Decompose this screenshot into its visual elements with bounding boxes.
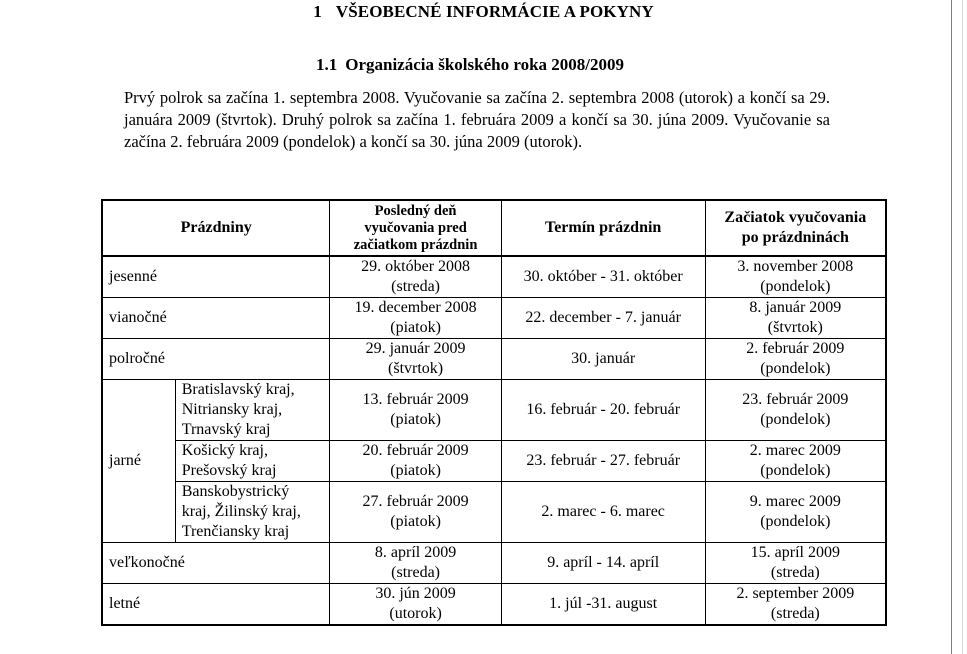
last-day-cell (330, 441, 501, 482)
table-row (102, 482, 886, 543)
start-weekday: (štvrtok) (767, 319, 823, 336)
table-row (102, 543, 886, 584)
region-cell (175, 380, 330, 441)
header-last-day-line: vyučovania pred (364, 219, 467, 236)
subsection-number: 1.1 (315, 55, 338, 74)
table-row (102, 441, 886, 482)
region-line: Trnavský kraj (181, 421, 271, 438)
start-cell (705, 584, 886, 626)
start-weekday: (streda) (770, 605, 820, 622)
region-line: Prešovský kraj (181, 462, 277, 479)
last-date: 29. január 2009 (365, 340, 466, 357)
last-date: 8. apríl 2009 (374, 544, 457, 561)
term-cell: 30. október - 31. október (501, 256, 705, 298)
region-line: Trenčiansky kraj (181, 523, 290, 540)
section-title: VŠEOBECNÉ INFORMÁCIE A POKYNY (335, 2, 654, 21)
term-cell: 1. júl -31. august (501, 584, 705, 626)
region-line: Bratislavský kraj, (181, 381, 295, 398)
start-cell (705, 543, 886, 584)
holiday-name: veľkonočné (102, 543, 330, 584)
scrollbar-track[interactable] (962, 0, 963, 654)
holiday-name: vianočné (102, 298, 330, 339)
last-date: 27. február 2009 (362, 493, 469, 510)
start-weekday: (pondelok) (760, 360, 831, 377)
start-cell (705, 482, 886, 543)
header-term: Termín prázdnin (501, 200, 705, 256)
last-day-cell (330, 543, 501, 584)
header-last-day (330, 200, 501, 256)
term-cell: 30. január (501, 339, 705, 380)
start-date: 3. november 2008 (737, 258, 854, 275)
header-start-line: Začiatok vyučovania (724, 209, 867, 226)
term-cell: 22. december - 7. január (501, 298, 705, 339)
vertical-scrollbar[interactable] (951, 0, 967, 654)
header-last-day-line: Posledný deň (374, 202, 457, 219)
subsection-heading (0, 55, 940, 75)
start-cell (705, 380, 886, 441)
last-weekday: (piatok) (390, 513, 441, 530)
last-weekday: (piatok) (390, 462, 441, 479)
start-date: 2. september 2009 (736, 585, 855, 602)
table-row (102, 256, 886, 298)
start-date: 23. február 2009 (742, 391, 849, 408)
start-weekday: (pondelok) (760, 462, 831, 479)
header-start (705, 200, 886, 256)
last-weekday: (utorok) (389, 605, 442, 622)
last-weekday: (streda) (391, 564, 440, 581)
intro-paragraph: Prvý polrok sa začína 1. septembra 2008. Vyučovanie sa začína 2. septembra 2008 (utorok) a končí sa 29. januára 2009 (štvrtok). Druhý polrok sa začína 1. februára 2009 a končí sa 30. júna 2009. Vyučovanie sa začína 2. februára 2009 (pondelok) a končí sa 30. júna 2009 (utorok). (124, 88, 830, 151)
start-cell (705, 298, 886, 339)
start-weekday: (pondelok) (760, 278, 831, 295)
region-cell (175, 482, 330, 543)
start-date: 15. apríl 2009 (750, 544, 840, 561)
last-date: 13. február 2009 (362, 391, 469, 408)
last-day-cell (330, 482, 501, 543)
last-weekday: (piatok) (390, 411, 441, 428)
last-weekday: (štvrtok) (388, 360, 444, 377)
holiday-name: jesenné (102, 256, 330, 298)
header-last-day-line: začiatkom prázdnin (353, 236, 478, 253)
start-cell (705, 441, 886, 482)
table-row (102, 584, 886, 626)
holiday-name: letné (102, 584, 330, 626)
last-date: 19. december 2008 (354, 299, 477, 316)
holiday-schedule-table (101, 199, 887, 626)
last-weekday: (piatok) (390, 319, 441, 336)
region-line: Banskobystrický (181, 483, 290, 500)
start-date: 2. marec 2009 (749, 442, 841, 459)
last-day-cell (330, 256, 501, 298)
term-cell: 9. apríl - 14. apríl (501, 543, 705, 584)
start-date: 2. február 2009 (746, 340, 845, 357)
last-day-cell (330, 339, 501, 380)
last-day-cell (330, 380, 501, 441)
start-date: 8. január 2009 (749, 299, 842, 316)
header-start-line: po prázdninách (741, 229, 849, 246)
term-cell: 23. február - 27. február (501, 441, 705, 482)
start-weekday: (pondelok) (760, 513, 831, 530)
region-line: Košický kraj, (181, 442, 268, 459)
term-cell: 16. február - 20. február (501, 380, 705, 441)
last-day-cell (330, 298, 501, 339)
region-cell (175, 441, 330, 482)
term-cell: 2. marec - 6. marec (501, 482, 705, 543)
table-row (102, 339, 886, 380)
region-line: Nitriansky kraj, (181, 401, 283, 418)
region-line: kraj, Žilinský kraj, (181, 503, 301, 520)
header-holidays: Prázdniny (102, 200, 330, 256)
subsection-title: Organizácia školského roka 2008/2009 (345, 55, 625, 74)
start-cell (705, 339, 886, 380)
last-date: 20. február 2009 (362, 442, 469, 459)
holiday-name: polročné (102, 339, 330, 380)
table-row (102, 298, 886, 339)
start-weekday: (pondelok) (760, 411, 831, 428)
last-date: 29. október 2008 (361, 258, 471, 275)
start-cell (705, 256, 886, 298)
start-weekday: (streda) (770, 564, 820, 581)
section-number: 1 (313, 2, 322, 21)
holiday-name: jarné (102, 380, 175, 543)
start-date: 9. marec 2009 (749, 493, 841, 510)
section-heading (0, 2, 967, 22)
table-header-row (102, 200, 886, 256)
last-weekday: (streda) (391, 278, 440, 295)
table-row (102, 380, 886, 441)
last-date: 30. jún 2009 (375, 585, 456, 602)
last-day-cell (330, 584, 501, 626)
